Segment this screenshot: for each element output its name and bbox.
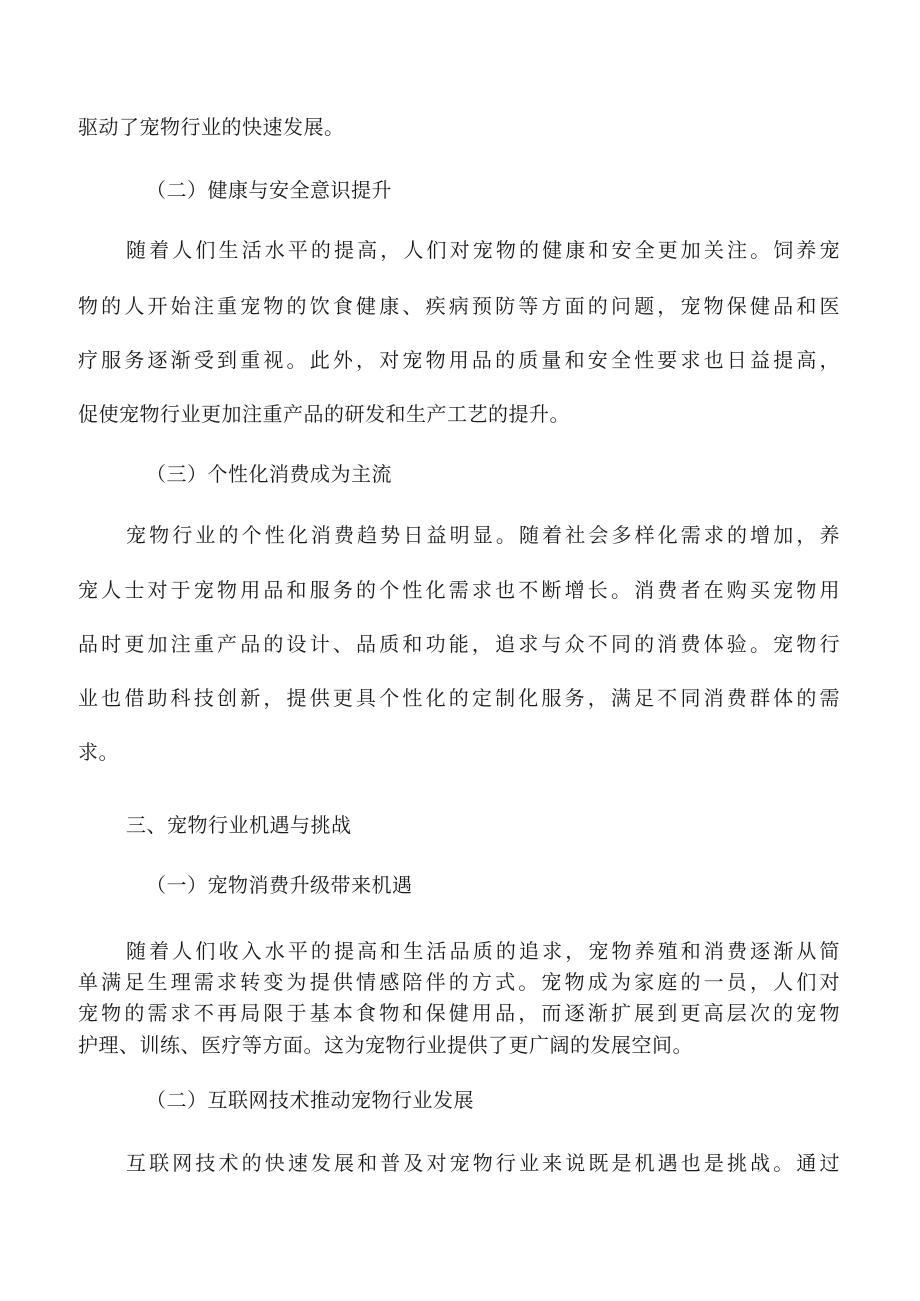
subsection-heading: （二）健康与安全意识提升 — [146, 178, 392, 202]
paragraph-line: 驱动了宠物行业的快速发展。 — [78, 115, 345, 139]
subsection-heading: （三）个性化消费成为主流 — [146, 462, 392, 486]
section-heading: 三、宠物行业机遇与挑战 — [126, 813, 352, 837]
subsection-heading: （一）宠物消费升级带来机遇 — [146, 873, 413, 897]
paragraph-line: 疗服务逐渐受到重视。此外，对宠物用品的质量和安全性要求也日益提高， — [78, 348, 840, 372]
paragraph-line: 互联网技术的快速发展和普及对宠物行业来说既是机遇也是挑战。通过 — [126, 1151, 840, 1175]
subsection-heading: （二）互联网技术推动宠物行业发展 — [146, 1088, 474, 1112]
paragraph-line: 求。 — [78, 740, 119, 764]
paragraph-line: 随着人们生活水平的提高，人们对宠物的健康和安全更加关注。饲养宠 — [126, 238, 840, 262]
paragraph-line: 宠物行业的个性化消费趋势日益明显。随着社会多样化需求的增加，养 — [126, 523, 840, 547]
paragraph-line: 护理、训练、医疗等方面。这为宠物行业提供了更广阔的发展空间。 — [78, 1033, 693, 1057]
paragraph-line: 品时更加注重产品的设计、品质和功能，追求与众不同的消费体验。宠物行 — [78, 632, 840, 656]
paragraph-line: 业也借助科技创新，提供更具个性化的定制化服务，满足不同消费群体的需 — [78, 686, 840, 710]
paragraph-line: 宠物的需求不再局限于基本食物和保健用品，而逐渐扩展到更高层次的宠物 — [78, 1001, 840, 1025]
paragraph-line: 单满足生理需求转变为提供情感陪伴的方式。宠物成为家庭的一员，人们对 — [78, 970, 840, 994]
paragraph-line: 宠人士对于宠物用品和服务的个性化需求也不断增长。消费者在购买宠物用 — [78, 578, 840, 602]
paragraph-line: 随着人们收入水平的提高和生活品质的追求，宠物养殖和消费逐渐从简 — [126, 939, 840, 963]
paragraph-line: 促使宠物行业更加注重产品的研发和生产工艺的提升。 — [78, 402, 570, 426]
paragraph-line: 物的人开始注重宠物的饮食健康、疾病预防等方面的问题，宠物保健品和医 — [78, 294, 840, 318]
